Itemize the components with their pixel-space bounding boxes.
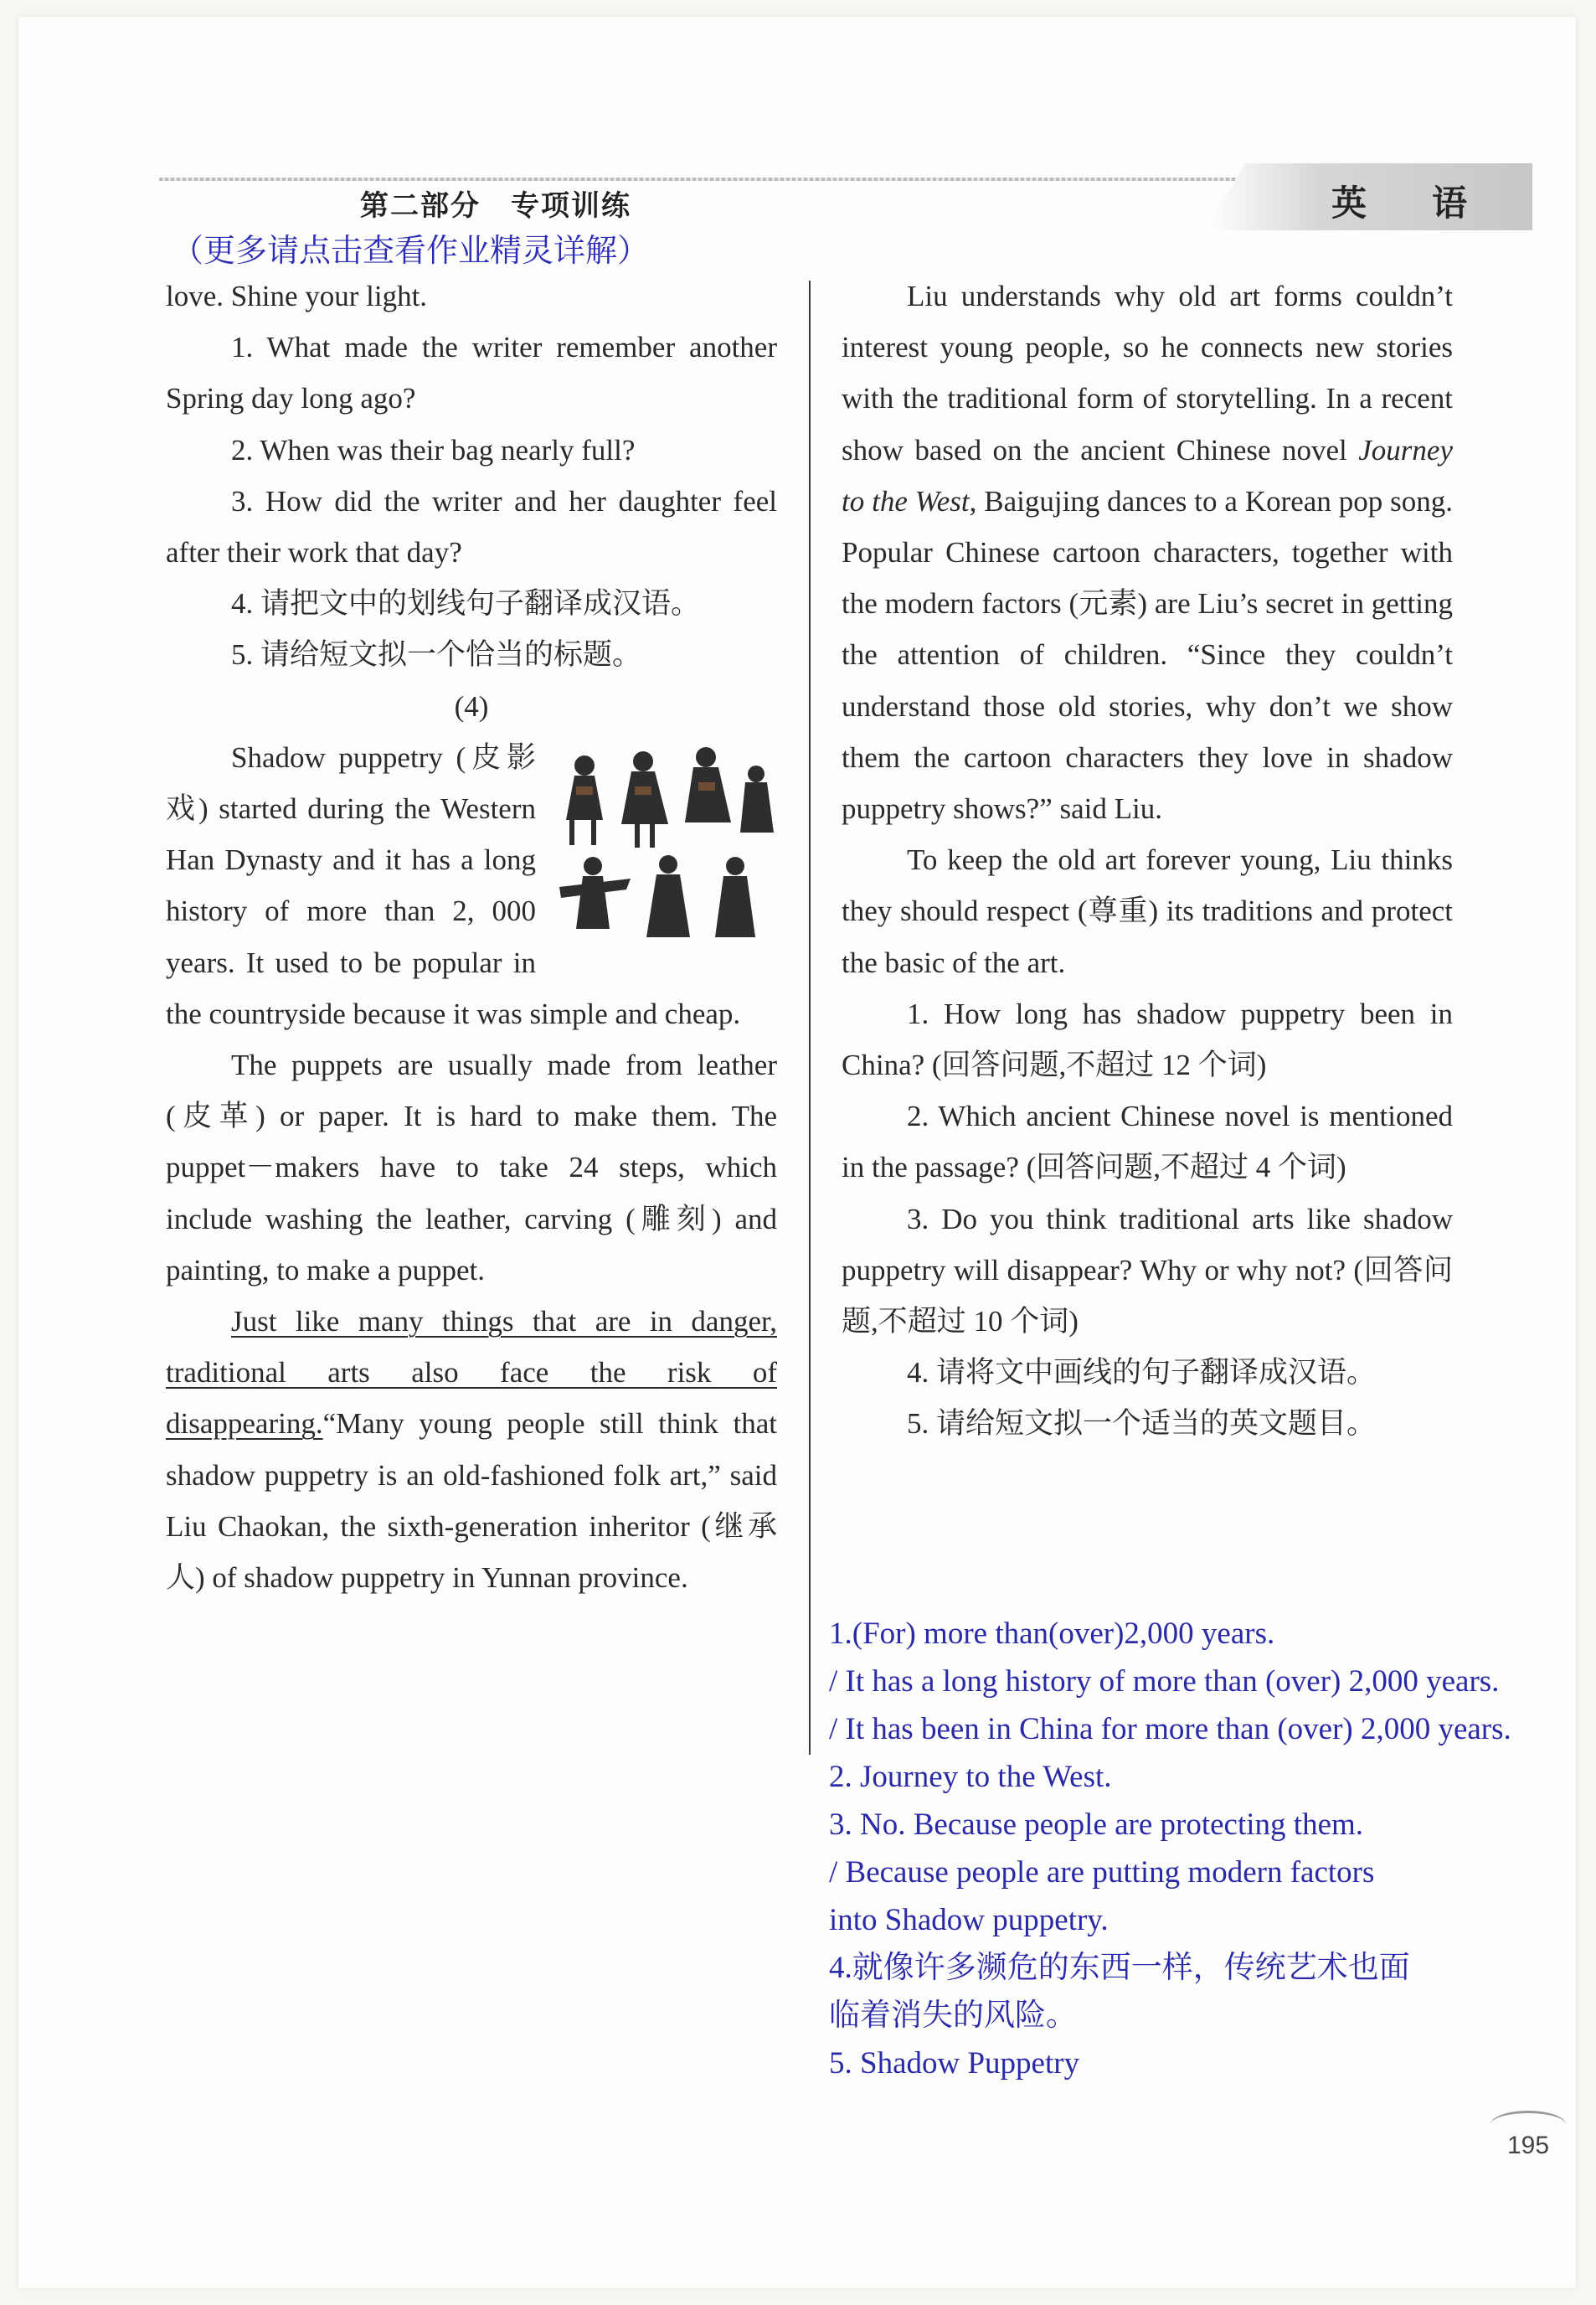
passage-para-5: To keep the old art forever young, Liu thinks they should respect (尊重) its traditions and protect the basic of the art. (842, 843, 1453, 979)
answer-line: / It has been in China for more than (over) 2,000 years. (829, 1712, 1511, 1746)
question-3-4: 4. 请把文中的划线句子翻译成汉语。 (231, 587, 701, 621)
page-number: 195 (1507, 2132, 1550, 2159)
passage-para-3-rest: “Many young people still think that shadow puppetry is an old-fashioned folk art,” said Liu Chaokan, the sixth-generation inheritor (继承人) of shadow puppetry in Yunnan province. (166, 1407, 777, 1595)
answer-line: / Because people are putting modern factors (829, 1855, 1375, 1890)
question-4-2: 2. Which ancient Chinese novel is mentioned in the passage? (回答问题,不超过 4 个词) (842, 1100, 1453, 1184)
column-divider (809, 281, 811, 1755)
answer-line: 4.就像许多濒危的东西一样，传统艺术也面 (829, 1951, 1410, 1985)
novel-title: Journey to the West (842, 433, 1453, 518)
answer-line: 临着消失的风险。 (829, 1998, 1077, 2033)
left-column (166, 271, 777, 1603)
right-column (842, 271, 1453, 1450)
answer-key (829, 1610, 1574, 2087)
answer-line: / It has a long history of more than (over) 2,000 years. (829, 1664, 1500, 1699)
answer-line: 3. No. Because people are protecting them. (829, 1807, 1364, 1842)
question-3-3: 3. How did the writer and her daughter feel after their work that day? (166, 484, 777, 570)
shadow-puppets-illustration-icon (551, 740, 777, 946)
question-4-5: 5. 请给短文拟一个适当的英文题目。 (907, 1407, 1377, 1441)
answer-line: 1.(For) more than(over)2,000 years. (829, 1617, 1275, 1651)
passage-para-1 (166, 732, 777, 1039)
answer-line: 5. Shadow Puppetry (829, 2046, 1080, 2081)
answer-line: into Shadow puppetry. (829, 1903, 1109, 1937)
question-4-4: 4. 请将文中画线的句子翻译成汉语。 (907, 1356, 1377, 1390)
passage-para-3 (166, 1296, 777, 1603)
question-3-1: 1. What made the writer remember another Spring day long ago? (166, 331, 777, 415)
question-3-5: 5. 请给短文拟一个恰当的标题。 (231, 638, 642, 672)
question-4-1: 1. How long has shadow puppetry been in China? (回答问题,不超过 12 个词) (842, 997, 1453, 1082)
passage-para-2: The puppets are usually made from leather (皮革) or paper. It is hard to make them. The puppet－makers have to take 24 steps, which include washing the leather, carving (雕刻) and painting, to make a puppet. (166, 1049, 777, 1287)
passage-para-4-rest: , Baigujing dances to a Korean pop song. Popular Chinese cartoon characters, together with the modern factors (元素) are Liu’s secret in getting the attention of children. “Since they couldn’t understand those old stories, why don’t we show them the cartoon characters they love in shadow puppetry shows?” said Liu. (842, 484, 1453, 826)
continuation-text: love. Shine your light. (166, 280, 428, 312)
passage-para-4-start: Liu understands why old art forms couldn’t interest young people, so he connects new stories with the traditional form of storytelling. In a recent show based on the ancient Chinese novel (842, 280, 1453, 467)
question-4-3: 3. Do you think traditional arts like shadow puppetry will disappear? Why or why not? (回答问题,不超过 10 个词) (842, 1202, 1453, 1338)
passage-para-4 (842, 271, 1453, 834)
section-title: 第二部分 专项训练 (360, 191, 631, 222)
passage-para-1-text: Shadow puppetry (皮影戏) started during the Western Han Dynasty and it has a long history of more than 2, 000 years. It used to be popular in the countryside because it was simple and cheap. (166, 740, 741, 1030)
more-details-link[interactable]: （更多请点击查看作业精灵详解） (172, 232, 650, 269)
subject-label: 英 语 (1331, 185, 1483, 224)
answer-line: 2. Journey to the West. (829, 1760, 1112, 1794)
passage-number: (4) (454, 689, 489, 723)
underlined-sentence: Just like many things that are in danger, traditional arts also face the risk of disappearing. (166, 1305, 777, 1441)
question-3-2: 2. When was their bag nearly full? (231, 433, 636, 467)
